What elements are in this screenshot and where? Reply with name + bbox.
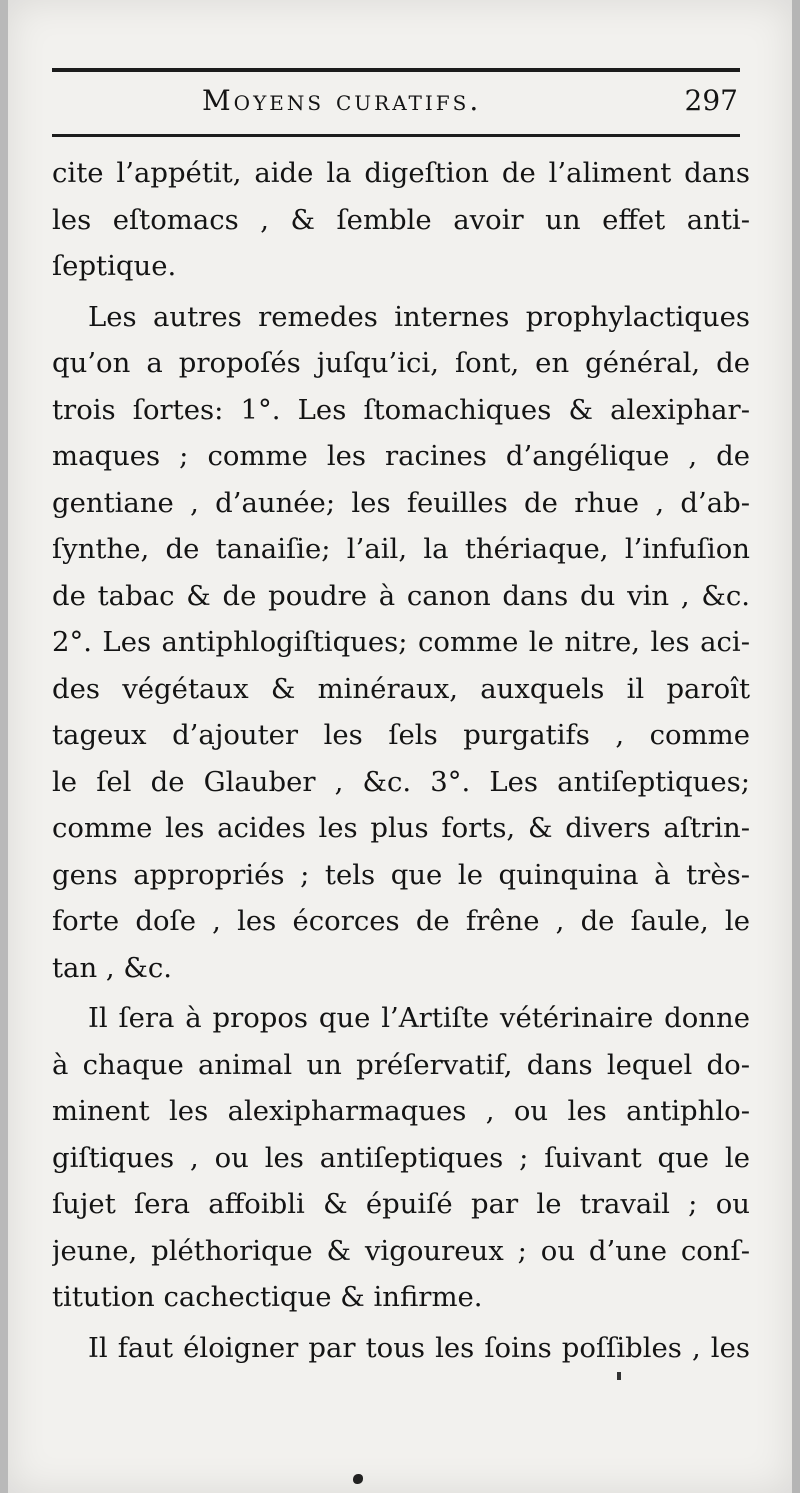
- page-number: 297: [684, 84, 738, 117]
- header-rule-bottom: [52, 134, 740, 137]
- ink-speck: [617, 1372, 621, 1380]
- text-line: Il faut éloigner par tous les ſoins poſſibles , les: [88, 1331, 750, 1364]
- text-line: giſtiques , ou les antiſeptiques ; ſuivant que le: [52, 1141, 750, 1174]
- text-line: des végétaux & minéraux, auxquels il paroît: [52, 672, 750, 705]
- text-line: à chaque animal un préſervatif, dans lequel do-: [52, 1048, 750, 1081]
- text-line: gens appropriés ; tels que le quinquina à très-: [52, 858, 750, 891]
- header-rule-top: [52, 68, 740, 72]
- text-line: trois ſortes: 1°. Les ſtomachiques & alexiphar-: [52, 393, 750, 426]
- text-line: ſynthe, de tanaiſie; l’ail, la thériaque, l’infuſion: [52, 533, 750, 565]
- running-title: Moyens curatifs.: [202, 84, 482, 117]
- text-line: comme les acides les plus forts, & divers aſtrin-: [52, 812, 750, 844]
- text-line: qu’on a propoſés juſqu’ici, ſont, en général, de: [52, 347, 750, 379]
- page-edge-right: [792, 0, 800, 1493]
- text-line: jeune, pléthorique & vigoureux ; ou d’une conſ-: [52, 1234, 750, 1267]
- text-line: ſujet ſera affoibli & épuiſé par le travail ; ou: [52, 1188, 750, 1220]
- body-text: [52, 150, 750, 1371]
- text-line: les eſtomacs , & ſemble avoir un effet anti-: [52, 203, 750, 236]
- ink-blot: [353, 1474, 363, 1484]
- running-head: [52, 84, 740, 124]
- text-line: Il ſera à propos que l’Artiſte vétérinaire donne: [88, 1002, 750, 1034]
- text-line: tan , &c.: [52, 951, 173, 984]
- text-line: cite l’appétit, aide la digeſtion de l’aliment dans: [52, 157, 750, 189]
- text-line: tageux d’ajouter les ſels purgatifs , comme: [52, 719, 750, 751]
- page-edge-left: [0, 0, 8, 1493]
- text-line: 2°. Les antiphlogiſtiques; comme le nitre, les aci-: [52, 626, 750, 658]
- text-line: maques ; comme les racines d’angélique , de: [52, 440, 750, 472]
- text-line: forte doſe , les écorces de frêne , de ſaule, le: [52, 905, 750, 937]
- text-line: de tabac & de poudre à canon dans du vin , &c.: [52, 579, 750, 612]
- text-line: Les autres remedes internes prophylactiques: [88, 300, 750, 333]
- text-line: gentiane , d’aunée; les feuilles de rhue , d’ab-: [52, 486, 750, 519]
- text-line: minent les alexipharmaques , ou les antiphlo-: [52, 1095, 750, 1127]
- text-line: ſeptique.: [52, 250, 177, 282]
- text-line: titution cachectique & infirme.: [52, 1281, 483, 1313]
- text-line: le ſel de Glauber , &c. 3°. Les antiſeptiques;: [52, 765, 750, 798]
